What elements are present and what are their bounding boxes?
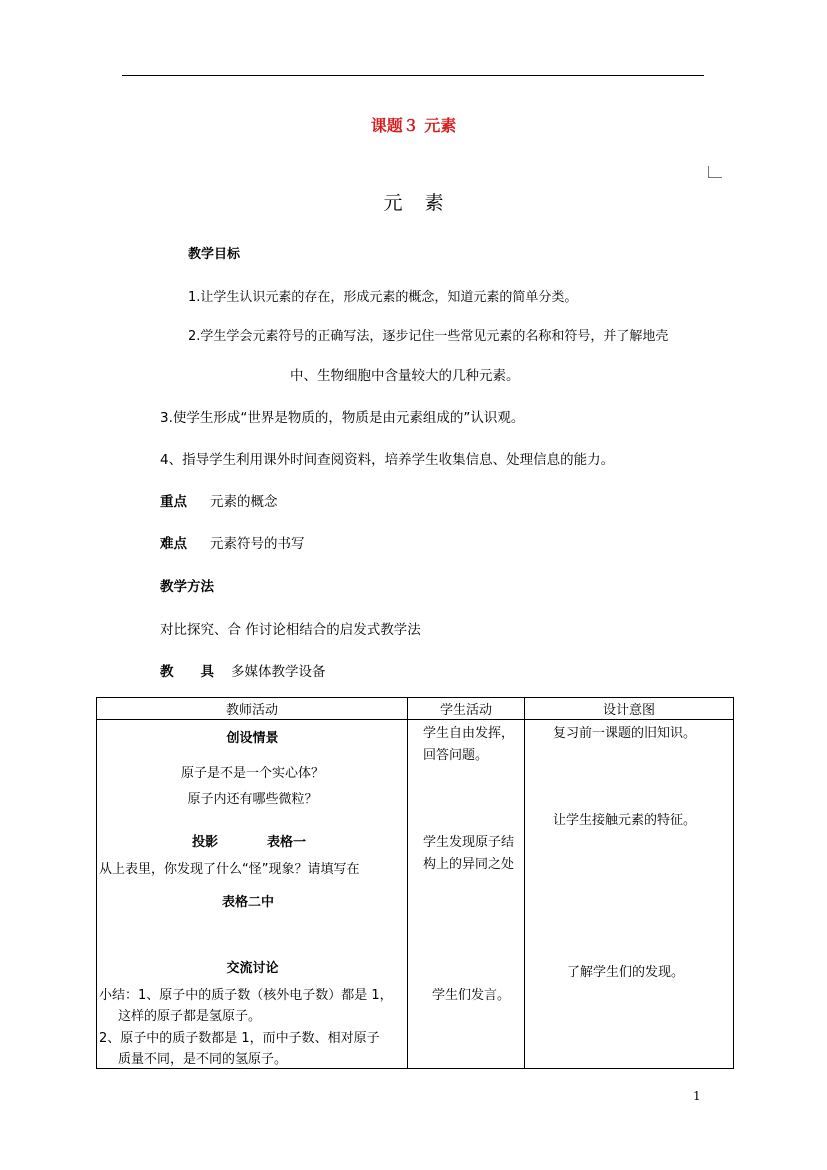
student-activity-cell	[408, 720, 525, 1069]
summary-2-line-2: 质量不同，是不同的氢原子。	[118, 1052, 288, 1067]
design-intent-1: 复习前一课题的旧知识。	[553, 726, 697, 741]
objective-item-2-line-1: 2.学生学会元素符号的正确写法，逐步记住一些常见元素的名称和符号，并了解地壳	[188, 329, 669, 344]
objective-item-4: 4、指导学生利用课外时间查阅资料，培养学生收集信息、处理信息的能力。	[160, 452, 615, 468]
projection-label: 投影	[192, 835, 219, 850]
corner-crop-mark	[708, 166, 722, 178]
method-heading: 教学方法	[160, 579, 214, 595]
tools-label: 教 具	[160, 664, 214, 680]
student-answer-1-line-1: 学生自由发挥，	[423, 726, 515, 741]
design-intent-2: 让学生接触元素的特征。	[553, 813, 697, 828]
student-answer-1-line-2: 回答问题。	[423, 748, 489, 763]
question-1: 原子是不是一个实心体？	[180, 766, 324, 781]
main-title: 元 素	[383, 192, 452, 214]
page-number: 1	[693, 1089, 701, 1103]
objective-item-1: 1.让学生认识元素的存在，形成元素的概念，知道元素的简单分类。	[188, 290, 578, 305]
student-answer-2-line-2: 构上的异同之处	[423, 857, 515, 872]
objective-item-3: 3.使学生形成“世界是物质的，物质是由元素组成的”认识观。	[160, 410, 525, 426]
summary-1-line-1: 小结：1、原子中的质子数（核外电子数）都是 1，	[99, 988, 393, 1003]
student-answer-3: 学生们发言。	[432, 988, 511, 1003]
objectives-heading: 教学目标	[188, 247, 241, 262]
lesson-title: 课题３ 元素	[370, 116, 457, 135]
method-text: 对比探究、合 作讨论相结合的启发式教学法	[160, 622, 421, 638]
tools-text: 多媒体教学设备	[231, 664, 326, 680]
student-answer-2-line-1: 学生发现原子结	[423, 835, 515, 850]
header-teacher-activity: 教师活动	[97, 698, 408, 720]
section-create-scenario: 创设情景	[226, 731, 279, 746]
table-two-label: 表格二中	[222, 895, 275, 910]
lesson-plan-table	[96, 697, 734, 1069]
objective-item-2-line-2: 中、生物细胞中含量较大的几种元素。	[290, 368, 520, 384]
question-2: 原子内还有哪些微粒？	[187, 792, 318, 807]
table-row	[97, 720, 734, 1069]
instruction-text: 从上表里，你发现了什么“怪”现象？请填写在	[99, 862, 360, 877]
summary-2-line-1: 2、原子中的质子数都是 1，而中子数、相对原子	[99, 1031, 380, 1046]
table-header-row	[97, 698, 734, 720]
table-one-label: 表格一	[267, 835, 307, 850]
key-point-label: 重点	[160, 494, 187, 510]
key-point-text: 元素的概念	[210, 494, 278, 510]
header-design-intent: 设计意图	[525, 698, 734, 720]
difficulty-text: 元素符号的书写	[210, 536, 305, 552]
design-intent-3: 了解学生们的发现。	[567, 965, 685, 980]
section-discussion: 交流讨论	[226, 961, 279, 976]
summary-1-line-2: 这样的原子都是氢原子。	[118, 1009, 262, 1024]
difficulty-label: 难点	[160, 536, 187, 552]
header-student-activity: 学生活动	[408, 698, 525, 720]
header-rule	[122, 75, 704, 76]
teacher-activity-cell	[97, 720, 408, 1069]
design-intent-cell	[525, 720, 734, 1069]
